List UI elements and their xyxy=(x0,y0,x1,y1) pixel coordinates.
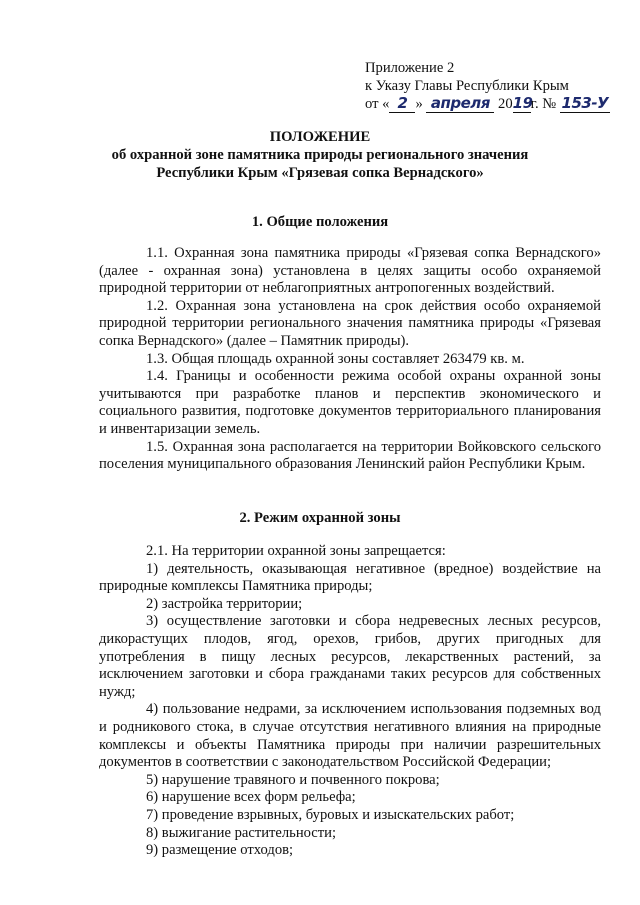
handwritten-day: 2 xyxy=(397,94,408,113)
paragraph-1-1: 1.1. Охранная зона памятника природы «Грязевая сопка Вернадского» (далее - охранная зона) установлена в целях защиты особо охраняемой природной территории от неблагоприятных антропогенных воздействий. xyxy=(99,245,601,297)
year-suffix: г. № xyxy=(530,96,557,113)
list-item: 5) нарушение травяного и почвенного покрова; xyxy=(146,771,440,788)
annex-date-line xyxy=(365,95,630,114)
section-1-heading: 1. Общие положения xyxy=(251,214,389,230)
title-line-2: об охранной зоне памятника природы регионального значения xyxy=(111,147,529,163)
year-prefix: 20 xyxy=(498,96,513,113)
date-prefix: от « xyxy=(365,96,390,113)
handwritten-month: апреля xyxy=(430,94,490,113)
annex-block xyxy=(365,60,630,114)
section-2-body xyxy=(99,543,601,860)
section-1-body xyxy=(99,245,601,474)
title-line-1: ПОЛОЖЕНИЕ xyxy=(269,129,371,145)
list-item: 7) проведение взрывных, буровых и изыскательских работ; xyxy=(146,806,515,823)
list-item: 4) пользование недрами, за исключением использования подземных вод и родникового стока, в случае отсутствия негативного влияния на природные комплексы и объекты Памятника природы при наличии разрешительных документов в соответствии с законодательством Российской Федерации; xyxy=(99,701,601,771)
paragraph-1-3: 1.3. Общая площадь охранной зоны составляет 263479 кв. м. xyxy=(146,350,525,367)
paragraph-1-2: 1.2. Охранная зона установлена на срок действия особо охраняемой природной территории регионального значения памятника природы «Грязевая сопка Вернадского» (далее – Памятник природы). xyxy=(99,297,601,349)
annex-number: Приложение 2 xyxy=(365,60,455,76)
list-item: 2) застройка территории; xyxy=(146,595,303,612)
list-item: 9) размещение отходов; xyxy=(146,842,294,859)
date-mid: » xyxy=(415,96,423,113)
list-item: 1) деятельность, оказывающая негативное (вредное) воздействие на природные комплексы Памятника природы; xyxy=(99,560,601,595)
list-item: 6) нарушение всех форм рельефа; xyxy=(146,789,356,806)
section-2-heading: 2. Режим охранной зоны xyxy=(239,510,401,526)
document-title xyxy=(0,128,640,182)
list-item: 8) выжигание растительности; xyxy=(146,824,337,841)
title-line-3: Республики Крым «Грязевая сопка Вернадского» xyxy=(156,165,484,181)
paragraph-1-5: 1.5. Охранная зона располагается на территории Войковского сельского поселения муниципального образования Ленинский район Республики Крым. xyxy=(99,438,601,473)
handwritten-year: 19 xyxy=(512,94,533,113)
list-item: 3) осуществление заготовки и сбора недревесных лесных ресурсов, дикорастущих плодов, ягод, орехов, грибов, других пригодных для употребления в пищу лесных ресурсов, лекарственных растений, за исключением заготовки и сбора гражданами таких ресурсов для собственных нужд; xyxy=(99,613,601,700)
paragraph-1-4: 1.4. Границы и особенности режима особой охраны охранной зоны учитываются при разработке планов и перспектив экономического и социального развития, подготовке документов территориального планирования и инвентаризации земель. xyxy=(99,368,601,437)
annex-reference: к Указу Главы Республики Крым xyxy=(365,77,569,94)
handwritten-number: 153-У xyxy=(561,94,609,113)
paragraph-2-1: 2.1. На территории охранной зоны запрещается: xyxy=(146,543,446,559)
